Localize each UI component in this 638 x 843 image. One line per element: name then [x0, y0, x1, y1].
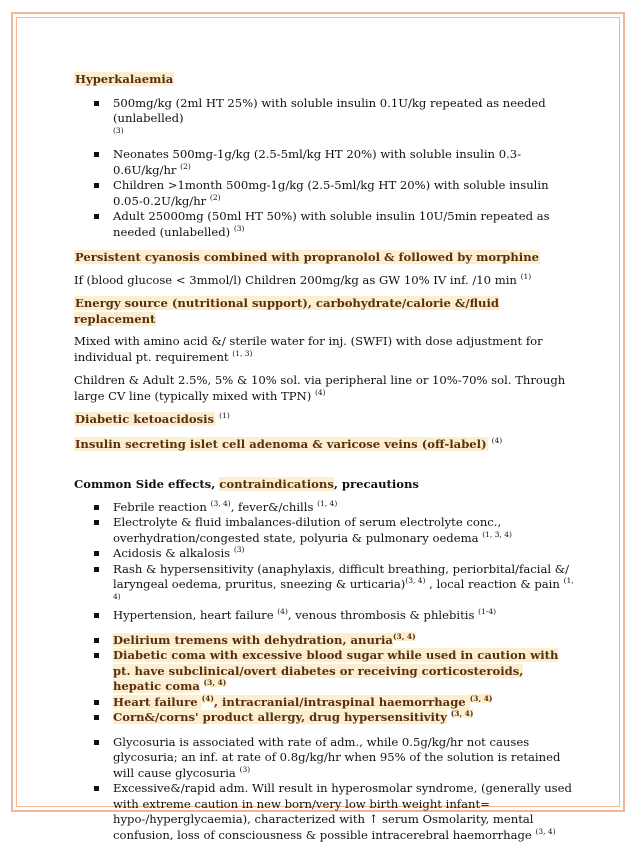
energy-para-2: Children & Adult 2.5%, 5% & 10% sol. via peripheral line or 10%-70% sol. Through large CV line (typically mixed with TPN) $^{(4)}$ [74, 373, 574, 404]
side-effects-list [74, 500, 574, 624]
cyanosis-heading: Persistent cyanosis combined with propranolol & followed by morphine [74, 250, 574, 266]
cyanosis-text: If (blood glucose < 3mmol/l) Children 200mg/kg as GW 10% IV inf. /10 min $^{(1)}$ [74, 273, 574, 289]
list-item: Diabetic coma with excessive blood sugar while used in caution with pt. have subclinical/overt diabetes or receiving corticosteroids, hepatic coma $^{(3, 4)}$ [74, 648, 574, 695]
insulin-heading: Insulin secreting islet cell adenoma & varicose veins (off-label) $^{(4)}$ [74, 437, 574, 453]
list-item: 500mg/kg (2ml HT 25%) with soluble insulin 0.1U/kg repeated as needed (unlabelled) $^{(3)}$ [74, 96, 574, 143]
hyperkalaemia-heading: Hyperkalaemia [74, 72, 574, 88]
precautions-list [74, 735, 574, 843]
list-item: Rash & hypersensitivity (anaphylaxis, difficult breathing, periorbital/facial &/ laryngeal oedema, pruritus, sneezing & urticaria)$^{(3, 4)}$ , local reaction & pain $^{(1, 4)}$ [74, 562, 574, 609]
list-item: Adult 25000mg (50ml HT 50%) with soluble insulin 10U/5min repeated as needed (unlabelled) $^{(3)}$ [74, 209, 574, 240]
hyperkalaemia-list [74, 96, 574, 241]
list-item: Glycosuria is associated with rate of adm., while 0.5g/kg/hr not causes glycosuria; an inf. at rate of 0.8g/kg/hr when 95% of the solution is retained will cause glycosuria $^{(3)}$ [74, 735, 574, 782]
energy-heading: Energy source (nutritional support), carbohydrate/calorie &/fluid replacement [74, 296, 574, 327]
list-item: Delirium tremens with dehydration, anuria$^{(3, 4)}$ [74, 633, 574, 649]
side-effects-heading: Common Side effects, contraindications, precautions [74, 477, 574, 493]
list-item: Neonates 500mg-1g/kg (2.5-5ml/kg HT 20%) with soluble insulin 0.3-0.6U/kg/hr $^{(2)}$ [74, 147, 574, 178]
list-item: Heart failure $^{(4)}$, intracranial/intraspinal haemorrhage $^{(3, 4)}$ [74, 695, 574, 711]
list-item: Febrile reaction $^{(3, 4)}$, fever&/chills $^{(1, 4)}$ [74, 500, 574, 516]
list-item: Children >1month 500mg-1g/kg (2.5-5ml/kg HT 20%) with soluble insulin 0.05-0.2U/kg/hr $^{(2)}$ [74, 178, 574, 209]
energy-para-1: Mixed with amino acid &/ sterile water for inj. (SWFI) with dose adjustment for individual pt. requirement $^{(1, 3)}$ [74, 334, 574, 365]
contraindications-list [74, 633, 574, 726]
list-item: Excessive&/rapid adm. Will result in hyperosmolar syndrome, (generally used with extreme caution in new born/very low birth weight infant= hypo-/hyperglycaemia), characterized with ↑ serum Osmolarity, mental confusion, loss of consciousness & possible intracerebral haemorrhage $^{(3, 4)}$ [74, 781, 574, 843]
list-item: Acidosis & alkalosis $^{(3)}$ [74, 546, 574, 562]
document-body [74, 72, 574, 843]
list-item: Electrolyte & fluid imbalances-dilution of serum electrolyte conc., overhydration/congested state, polyuria & pulmonary oedema $^{(1, 3, 4)}$ [74, 515, 574, 546]
diabetic-heading: Diabetic ketoacidosis $^{(1)}$ [74, 412, 574, 428]
list-item: Corn&/corns' product allergy, drug hypersensitivity $^{(3, 4)}$ [74, 710, 574, 726]
list-item: Hypertension, heart failure $^{(4)}$, venous thrombosis & phlebitis $^{(1-4)}$ [74, 608, 574, 624]
